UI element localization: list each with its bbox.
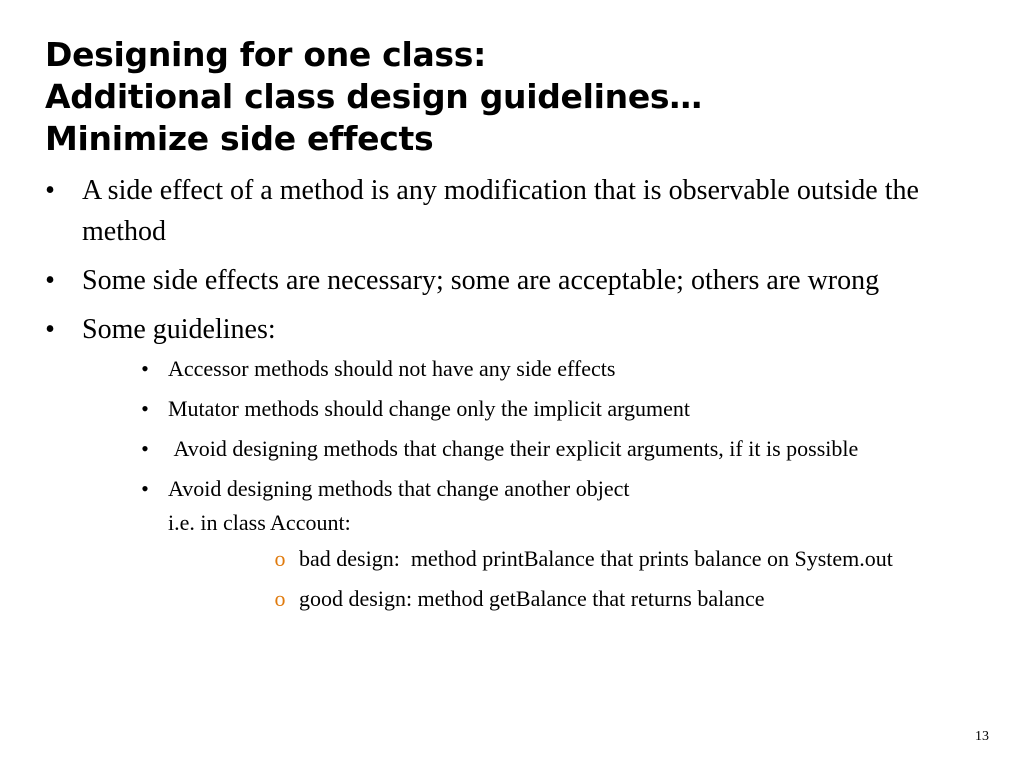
bullet-text: Some side effects are necessary; some are acceptable; others are wrong (82, 265, 880, 296)
bullet-item-side-effect-kinds (40, 260, 980, 301)
guideline-text: Accessor methods should not have any side effects (168, 356, 616, 381)
guideline-explicit-arguments (82, 432, 980, 466)
sub-bullet-icon: • (141, 356, 149, 381)
example-text: bad design: method printBalance that prints balance on System.out (299, 546, 893, 571)
title-line-3: Minimize side effects (45, 119, 434, 158)
bullet-text: Some guidelines: (82, 314, 276, 345)
title-line-1: Designing for one class: (45, 35, 487, 74)
sub-bullet-icon: • (141, 436, 149, 461)
bullet-list (40, 170, 980, 624)
bullet-icon: • (45, 265, 55, 296)
circle-bullet-icon: o (274, 586, 286, 611)
guideline-text: Avoid designing methods that change another object (168, 476, 630, 501)
example-good-design (168, 582, 980, 616)
bullet-item-side-effect-definition (40, 170, 980, 252)
guideline-mutator-methods (82, 392, 980, 426)
guideline-example-line: i.e. in class Account: (168, 510, 351, 535)
bullet-item-guidelines (40, 309, 980, 616)
sub-bullet-icon: • (141, 476, 149, 501)
design-examples-list (168, 542, 980, 616)
circle-bullet-icon: o (274, 546, 286, 571)
bullet-icon: • (45, 175, 55, 206)
guideline-text: Mutator methods should change only the implicit argument (168, 396, 691, 421)
sub-bullet-icon: • (141, 396, 149, 421)
bullet-icon: • (45, 314, 55, 345)
page-number: 13 (975, 729, 989, 744)
guidelines-list (82, 352, 980, 616)
guideline-text: Avoid designing methods that change their explicit arguments, if it is possible (168, 436, 859, 461)
guideline-another-object (82, 472, 980, 616)
example-text: good design: method getBalance that returns balance (299, 586, 765, 611)
title-line-2: Additional class design guidelines… (45, 77, 702, 116)
example-bad-design (168, 542, 980, 576)
slide-title (45, 34, 985, 160)
guideline-accessor-methods (82, 352, 980, 386)
bullet-text: A side effect of a method is any modification that is observable outside the method (82, 175, 919, 247)
